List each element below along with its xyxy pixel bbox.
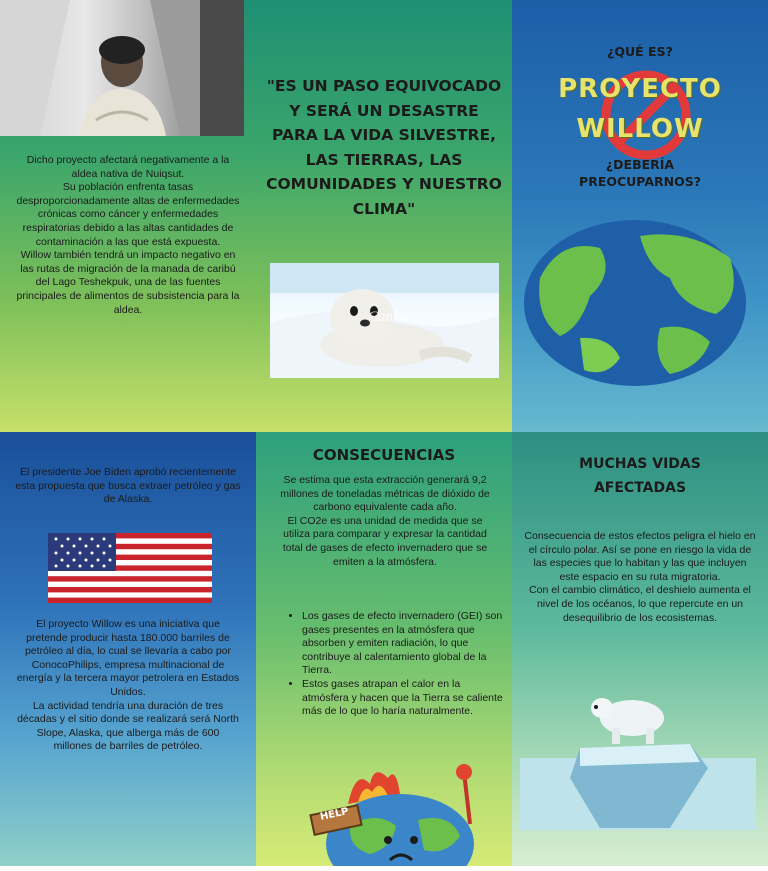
paragraph: Se estima que esta extracción generará 9,2 millones de toneladas métricas de dióxido de carbono equivalente cada año. xyxy=(280,474,490,514)
deberia-heading: ¿DEBERÍA PREOCUPARNOS? xyxy=(579,157,701,189)
paragraph: La actividad tendría una duración de tres décadas y el sitio donde se realizará será North Slope, Alaska, que alberga más de 600 millones de barriles de petróleo. xyxy=(17,699,239,753)
polar-text xyxy=(524,530,756,625)
paragraph: El CO2e es una unidad de medida que se utiliza para comparar y expresar la cantidad total de gases de efecto invernadero que se emiten a la atmósfera. xyxy=(282,514,488,568)
que-es-heading: ¿QUÉ ES? xyxy=(607,44,673,59)
earth-globe-icon xyxy=(520,218,750,388)
polar-bear-illustration xyxy=(520,688,756,830)
us-flag-icon xyxy=(48,533,212,603)
biden-intro: El presidente Joe Biden aprobó recientemente esta propuesta que busca extraer petróleo y gas de Alaska. xyxy=(15,466,241,506)
paragraph: El proyecto Willow es una iniciativa que pretende producir hasta 180.000 barriles de petróleo al día, lo cual se llevaría a cabo por ConocoPhilips, empresa multinacional de energía y la tercera mayor petrolera en Estados Unidos. xyxy=(16,618,240,698)
panel-top-left xyxy=(0,0,256,432)
willow-description xyxy=(16,618,240,754)
paragraph: Willow también tendrá un impacto negativo en las rutas de migración de la manada de caribú del Lago Teshekpuk, una de las fuentes principales de alimentos de subsistencia para la aldea. xyxy=(16,249,240,316)
willow-title: WILLOW xyxy=(576,114,704,144)
panel-bottom-left xyxy=(0,432,256,866)
burning-earth-illustration xyxy=(300,764,496,866)
watermark: Canva xyxy=(368,309,408,325)
paragraph: Dicho proyecto afectará negativamente a la aldea nativa de Nuiqsut. xyxy=(26,154,230,180)
native-woman-photo xyxy=(0,0,244,136)
quote-heading: "ES UN PASO EQUIVOCADO Y SERÁ UN DESASTRE PARA LA VIDA SILVESTRE, LAS TIERRAS, LAS COMUNIDADES Y NUESTRO CLIMA" xyxy=(266,77,502,218)
muchas-vidas-title: MUCHAS VIDAS AFECTADAS xyxy=(579,456,701,496)
nuiqsut-text xyxy=(14,154,242,317)
co2-text xyxy=(280,474,490,569)
seal-photo xyxy=(270,263,499,378)
proyecto-title: PROYECTO xyxy=(558,74,722,104)
paragraph: Con el cambio climático, el deshielo aumenta el nivel de los océanos, lo que repercute en un desequilibrio de los ecosistemas. xyxy=(529,584,751,624)
help-sign-label: HELP xyxy=(319,806,350,823)
gei-bullets xyxy=(286,610,506,719)
paragraph: Su población enfrenta tasas desproporcionadamente altas de enfermedades crónicas como cáncer y enfermedades respiratorias debido a las altas cantidades de contaminación a las que está expuesta. xyxy=(16,181,240,248)
panel-top-right xyxy=(512,0,768,432)
consecuencias-title: CONSECUENCIAS xyxy=(312,446,456,464)
list-item: • Estos gases atrapan el calor en la atmósfera y hacen que la Tierra se caliente más de lo que lo haría naturalmente. xyxy=(302,678,506,719)
paragraph: Consecuencia de estos efectos peligra el hielo en el círculo polar. Así se pone en riesgo la vida de las especies que lo habitan y las que incluyen este espacio en su ruta migratoria. xyxy=(524,530,756,583)
list-item: • Los gases de efecto invernadero (GEI) son gases presentes en la atmósfera que absorben y emiten radiación, lo que contribuye al calentamiento global de la Tierra. xyxy=(302,610,506,678)
